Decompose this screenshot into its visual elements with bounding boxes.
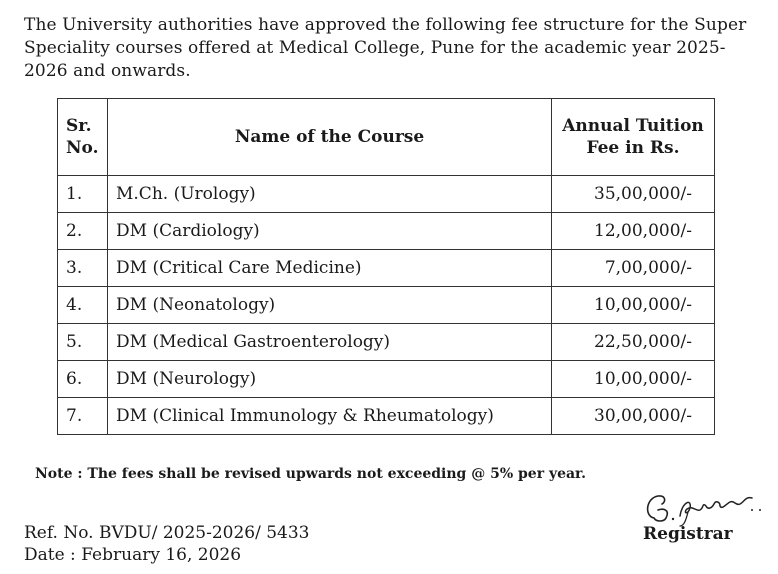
fee-structure-table <box>57 98 715 435</box>
table-row <box>58 213 715 250</box>
row-fee: 30,00,000/- <box>552 398 715 435</box>
reference-date: Date : February 16, 2026 <box>24 545 242 565</box>
header-annual-fee: Annual Tuition Fee in Rs. <box>552 99 715 176</box>
row-course-name: DM (Medical Gastroenterology) <box>108 324 552 361</box>
row-course-name: DM (Cardiology) <box>108 213 552 250</box>
table-header-row <box>58 99 715 176</box>
row-sr-no: 4. <box>58 287 108 324</box>
registrar-title: Registrar <box>643 524 733 544</box>
reference-block <box>24 522 310 566</box>
table-row <box>58 250 715 287</box>
table-row <box>58 176 715 213</box>
intro-paragraph: The University authorities have approved the following fee structure for the Super Speciality courses offered at Medical College, Pune for the academic year 2025-2026 and onwards. <box>24 15 747 81</box>
fee-revision-note: Note : The fees shall be revised upwards not exceeding @ 5% per year. <box>35 466 587 482</box>
row-sr-no: 5. <box>58 324 108 361</box>
row-fee: 10,00,000/- <box>552 287 715 324</box>
header-sr-no: Sr. No. <box>58 99 108 176</box>
row-fee: 35,00,000/- <box>552 176 715 213</box>
table-row <box>58 361 715 398</box>
row-sr-no: 1. <box>58 176 108 213</box>
row-sr-no: 6. <box>58 361 108 398</box>
row-course-name: DM (Clinical Immunology & Rheumatology) <box>108 398 552 435</box>
row-course-name: DM (Critical Care Medicine) <box>108 250 552 287</box>
row-sr-no: 3. <box>58 250 108 287</box>
row-fee: 10,00,000/- <box>552 361 715 398</box>
row-sr-no: 2. <box>58 213 108 250</box>
reference-number: Ref. No. BVDU/ 2025-2026/ 5433 <box>24 523 310 543</box>
table-row <box>58 287 715 324</box>
registrar-signature <box>640 488 770 528</box>
table-row <box>58 398 715 435</box>
row-sr-no: 7. <box>58 398 108 435</box>
header-course-name: Name of the Course <box>108 99 552 176</box>
row-fee: 12,00,000/- <box>552 213 715 250</box>
row-course-name: DM (Neurology) <box>108 361 552 398</box>
row-course-name: DM (Neonatology) <box>108 287 552 324</box>
row-course-name: M.Ch. (Urology) <box>108 176 552 213</box>
table-row <box>58 324 715 361</box>
row-fee: 22,50,000/- <box>552 324 715 361</box>
row-fee: 7,00,000/- <box>552 250 715 287</box>
